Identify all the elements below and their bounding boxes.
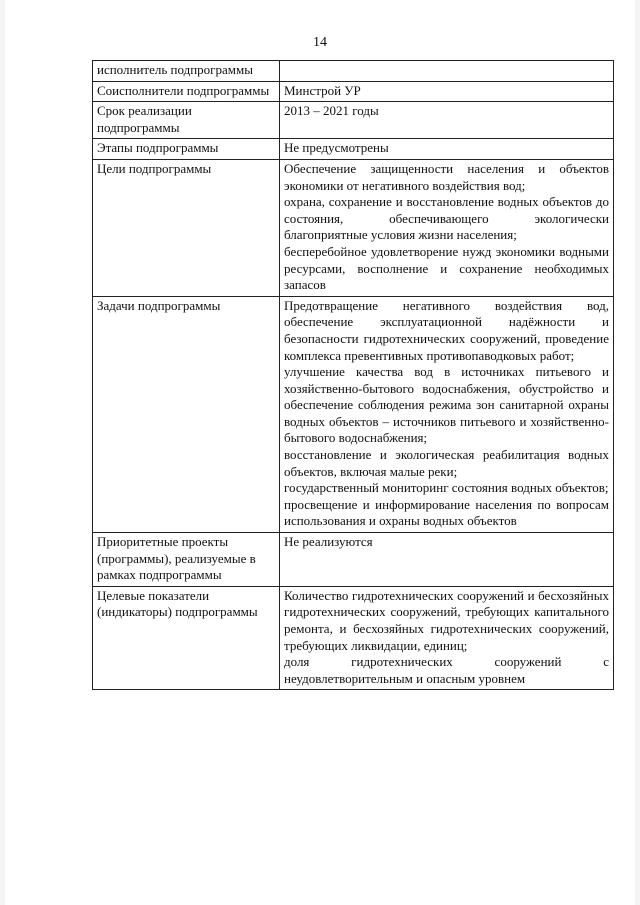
row-value-executor xyxy=(280,61,614,82)
value-paragraph: просвещение и информирование населения по вопросам использования и охраны водных объектов xyxy=(284,496,609,529)
row-value-tasks xyxy=(280,296,614,532)
value-paragraph: Предотвращение негативного воздействия вод, обеспечение эксплуатационной надёжности и безопасности гидротехнических сооружений, проведение комплекса превентивных противопаводковых работ; xyxy=(284,297,609,363)
row-label-co-executors: Соисполнители подпрограммы xyxy=(93,81,280,102)
value-paragraph: доля гидротехнических сооружений с неудовлетворительным и опасным уровнем xyxy=(284,654,609,686)
row-label-stages: Этапы подпрограммы xyxy=(93,139,280,160)
right-margin-strip xyxy=(635,0,640,905)
table-row xyxy=(93,81,614,102)
value-paragraph: Не предусмотрены xyxy=(284,140,389,156)
value-paragraph: восстановление и экологическая реабилитация водных объектов, включая малые реки; xyxy=(284,447,609,479)
row-label-goals: Цели подпрограммы xyxy=(93,159,280,296)
table-row xyxy=(93,139,614,160)
table-row xyxy=(93,586,614,690)
value-paragraph: бесперебойное удовлетворение нужд экономики водными ресурсами, восполнение и сохранение необходимых запасов xyxy=(284,243,609,293)
row-label-priority-projects: Приоритетные проекты (программы), реализуемые в рамках подпрограммы xyxy=(93,533,280,587)
value-paragraph: 2013 – 2021 годы xyxy=(284,103,379,119)
value-paragraph: Обеспечение защищенности населения и объектов экономики от негативного воздействия вод; xyxy=(284,160,609,193)
table-row xyxy=(93,533,614,587)
value-paragraph: Не реализуются xyxy=(284,534,373,550)
value-paragraph: государственный мониторинг состояния водных объектов; xyxy=(284,480,609,496)
subprogram-passport-table xyxy=(92,60,614,690)
value-paragraph: Количество гидротехнических сооружений и бесхозяйных гидротехнических сооружений, требующих капитального ремонта, и бесхозяйных гидротехнических сооружений, требующих ликвидации, единиц; xyxy=(284,587,609,653)
row-value-term xyxy=(280,102,614,139)
row-value-stages xyxy=(280,139,614,160)
row-value-priority-projects xyxy=(280,533,614,587)
row-label-tasks: Задачи подпрограммы xyxy=(93,296,280,532)
value-paragraph: Минстрой УР xyxy=(284,82,361,98)
row-label-term: Срок реализации подпрограммы xyxy=(93,102,280,139)
value-paragraph: улучшение качества вод в источниках питьевого и хозяйственно-бытового водоснабжения, обустройство и обеспечение соблюдения режима зон санитарной охраны водных объектов – источников питьевого и хозяйственно-бытового водоснабжения; xyxy=(284,364,609,446)
row-value-co-executors xyxy=(280,81,614,102)
row-label-target-indicators: Целевые показатели (индикаторы) подпрограммы xyxy=(93,586,280,690)
value-paragraph: охрана, сохранение и восстановление водных объектов до состояния, обеспечивающего экологически благоприятные условия жизни населения; xyxy=(284,194,609,243)
table-row xyxy=(93,159,614,296)
table-row xyxy=(93,102,614,139)
row-value-goals xyxy=(280,159,614,296)
table-row xyxy=(93,296,614,532)
page-number: 14 xyxy=(313,35,327,50)
row-label-executor: исполнитель подпрограммы xyxy=(93,61,280,82)
table-row xyxy=(93,61,614,82)
row-value-target-indicators xyxy=(280,586,614,690)
left-margin-strip xyxy=(0,0,5,905)
